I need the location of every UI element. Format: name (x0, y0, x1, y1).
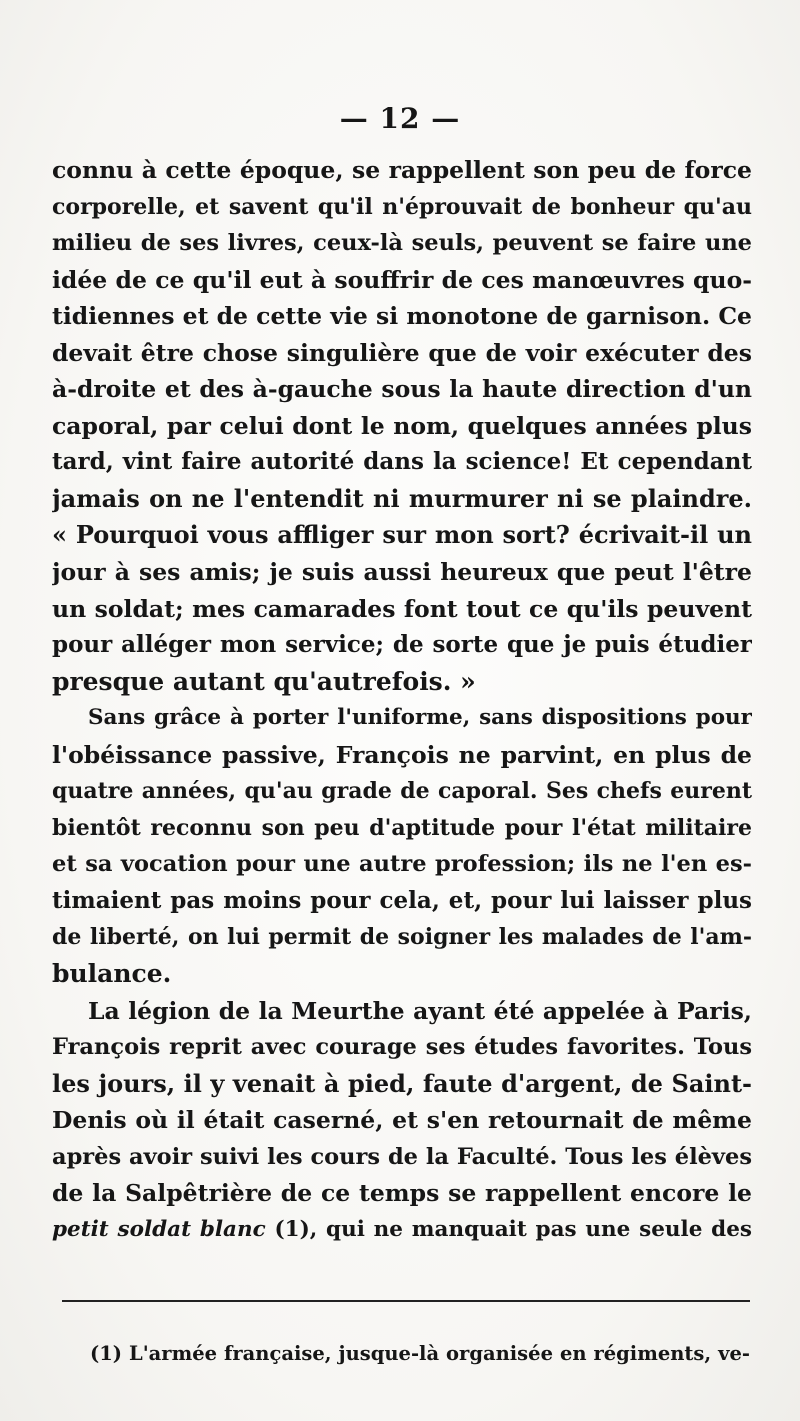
text-line: bulance. (52, 959, 172, 989)
italic-phrase: petit soldat blanc (52, 1216, 266, 1242)
text-line: à-droite et des à-gauche sous la haute direction d'un (52, 375, 752, 404)
footnote-divider (62, 1300, 750, 1302)
text-line: presque autant qu'autrefois. » (52, 666, 476, 696)
text-line: bientôt reconnu son peu d'aptitude pour l'état militaire (52, 814, 752, 841)
text-line: après avoir suivi les cours de la Faculté. Tous les élèves (52, 1143, 752, 1170)
text-line (52, 1212, 752, 1249)
text-line: devait être chose singulière que de voir exécuter des (52, 338, 752, 367)
text-line: connu à cette époque, se rappellent son peu de force (52, 156, 752, 184)
text-line: Denis où il était caserné, et s'en retournait de même (52, 1106, 752, 1135)
text-line: tidiennes et de cette vie si monotone de garnison. Ce (52, 302, 752, 331)
text-line: corporelle, et savent qu'il n'éprouvait de bonheur qu'au (52, 193, 752, 220)
text-line: jour à ses amis; je suis aussi heureux que peut l'être (52, 558, 752, 587)
text-line: Sans grâce à porter l'uniforme, sans dispositions pour (88, 705, 752, 731)
text-line: l'obéissance passive, François ne parvint, en plus de (52, 740, 752, 769)
text-line: quatre années, qu'au grade de caporal. Ses chefs eurent (52, 778, 752, 805)
text-line: « Pourquoi vous affliger sur mon sort? écrivait-il un (52, 520, 752, 550)
text-line: les jours, il y venait à pied, faute d'argent, de Saint- (52, 1068, 752, 1098)
text-line: milieu de ses livres, ceux-là seuls, peuvent se faire une (52, 230, 752, 257)
text-line-rest: (1), qui ne manquait pas une seule des (265, 1216, 752, 1242)
text-line: timaient pas moins pour cela, et, pour lui laisser plus (52, 886, 752, 914)
text-line: de la Salpêtrière de ce temps se rappellent encore le (52, 1179, 752, 1208)
text-line: François reprit avec courage ses études favorites. Tous (52, 1034, 752, 1061)
text-line: pour alléger mon service; de sorte que je puis étudier (52, 631, 752, 659)
text-line: caporal, par celui dont le nom, quelques années plus (52, 411, 752, 440)
page-number: — 12 — (339, 102, 461, 135)
text-line: un soldat; mes camarades font tout ce qu'ils peuvent (52, 594, 752, 623)
footnote: (1) L'armée française, jusque-là organisée en régiments, ve- (90, 1342, 750, 1365)
text-line: jamais on ne l'entendit ni murmurer ni se plaindre. (52, 483, 752, 513)
text-line: idée de ce qu'il eut à souffrir de ces manœuvres quo- (52, 265, 752, 294)
text-line: tard, vint faire autorité dans la science! Et cependant (52, 448, 752, 476)
body-text (52, 152, 752, 1248)
text-line: et sa vocation pour une autre profession; ils ne l'en es- (52, 851, 752, 878)
text-line: de liberté, on lui permit de soigner les malades de l'am- (52, 924, 752, 951)
text-line: La légion de la Meurthe ayant été appelée à Paris, (88, 996, 752, 1025)
